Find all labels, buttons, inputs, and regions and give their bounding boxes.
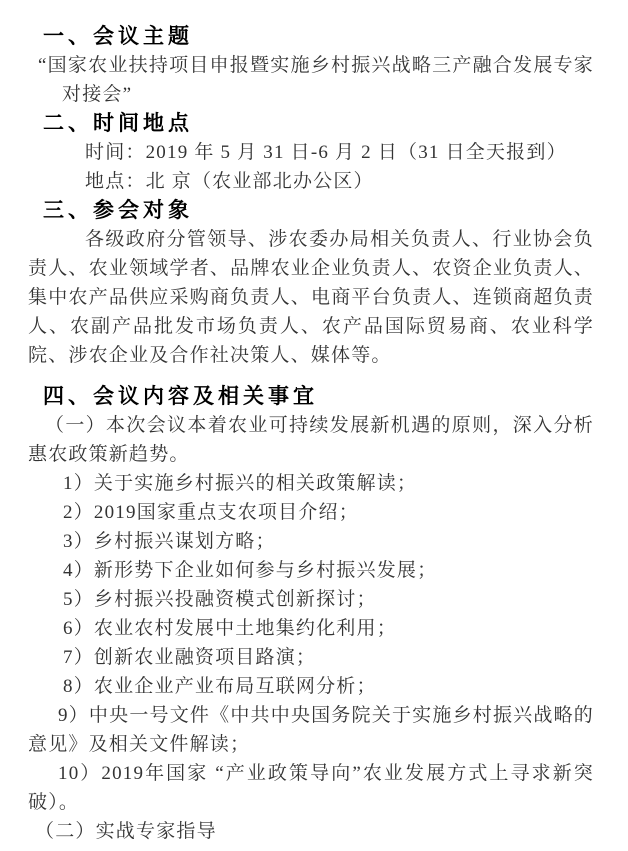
agenda-item-5: 5）乡村振兴投融资模式创新探讨； xyxy=(63,589,377,610)
agenda-item-3: 3）乡村振兴谋划方略； xyxy=(63,531,276,552)
heading-meeting-theme: 一、会议主题 xyxy=(43,25,193,48)
agenda-item-7: 7）创新农业融资项目路演； xyxy=(63,647,317,668)
agenda-item-8: 8）农业企业产业布局互联网分析； xyxy=(63,676,377,697)
line-time: 时间：2019 年 5 月 31 日-6 月 2 日（31 日全天报到） xyxy=(85,142,567,163)
agenda-item-2: 2）2019国家重点支农项目介绍； xyxy=(63,502,359,523)
agenda-item-4: 4）新形势下企业如何参与乡村振兴发展； xyxy=(63,560,438,581)
agenda-item-10: 10）2019年国家 “产业政策导向”农业发展方式上寻求新突破）。 xyxy=(28,763,594,813)
heading-time-location: 二、时间地点 xyxy=(43,112,193,135)
paragraph-participants: 各级政府分管领导、涉农委办局相关负责人、行业协会负责人、农业领域学者、品牌农业企业负责人、农资企业负责人、集中农产品供应采购商负责人、电商平台负责人、连锁商超负责人、农副产品批发市场负责人、农产品国际贸易商、农业科学院、涉农企业及合作社决策人、媒体等。 xyxy=(28,229,594,366)
heading-meeting-content: 四、会议内容及相关事宜 xyxy=(43,385,318,408)
paragraph-expert-guidance: （二）实战专家指导 xyxy=(35,821,217,842)
paragraph-principle: （一）本次会议本着农业可持续发展新机遇的原则，深入分析惠农政策新趋势。 xyxy=(28,415,594,465)
heading-participants: 三、参会对象 xyxy=(43,199,193,222)
agenda-item-9: 9）中央一号文件《中共中央国务院关于实施乡村振兴战略的意见》及相关文件解读； xyxy=(28,705,594,755)
agenda-item-1: 1）关于实施乡村振兴的相关政策解读； xyxy=(63,473,418,494)
line-location: 地点：北 京（农业部北办公区） xyxy=(85,171,374,192)
paragraph-meeting-theme: “国家农业扶持项目申报暨实施乡村振兴战略三产融合发展专家对接会” xyxy=(38,55,594,105)
agenda-item-6: 6）农业农村发展中土地集约化利用； xyxy=(63,618,397,639)
